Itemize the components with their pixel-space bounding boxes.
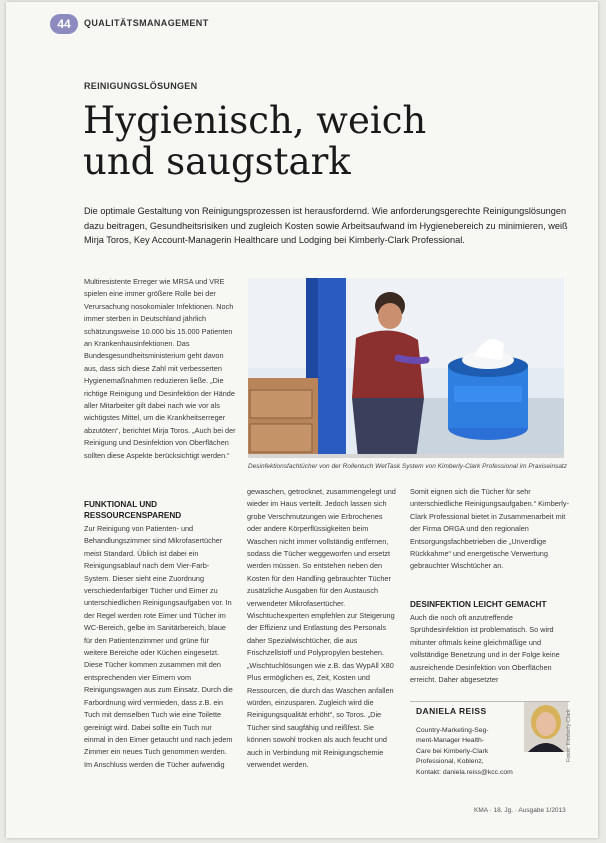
author-bio-line: Country-Marketing-Seg- <box>416 727 489 734</box>
subhead-desinfektion-text: DESINFEKTION LEICHT GEMACHT <box>410 600 547 609</box>
subhead-desinfektion <box>410 599 572 612</box>
article-photo <box>248 278 564 458</box>
subhead-line-1: FUNKTIONAL UND <box>84 500 158 509</box>
section-title: QUALITÄTSMANAGEMENT <box>84 18 209 28</box>
photo-credit: Fotos: Kimberly-Clark <box>566 709 572 762</box>
headline-line-2: und saugstark <box>83 140 351 183</box>
author-info-box <box>410 701 570 779</box>
body-column-1-intro: Multiresistente Erreger wie MRSA und VRE spielen eine immer größere Rolle bei der Verursachung nosokomialer Infektionen. Noch immer sterben in Deutschland jährlich schätzungsweise 10.000 bis 15.000 Patienten an Krankenhausinfektionen. Das Bundesgesundheitsministerium geht davon aus, dass sich diese Zahl mit verbesserten Hygienemaßnahmen reduzieren ließe. „Die richtige Reinigung und Desinfektion der Hände aller Mitarbeiter gilt dabei nach wie vor als wichtigstes Mittel, um die Krankheitserreger abzutöten“, berichtet Mirja Toros. „Auch bei der Reinigung und Desinfektion von Oberflächen sollten diese Aspekte berücksichtigt werden.“ <box>84 277 236 460</box>
magazine-page <box>6 2 598 838</box>
body-column-1 <box>84 511 234 771</box>
article-headline <box>83 100 503 182</box>
author-bio-line: ment-Manager Health- <box>416 737 484 745</box>
author-portrait <box>524 702 568 752</box>
subhead-line-2: RESSOURCENSPAREND <box>84 511 182 520</box>
author-name: DANIELA REISS <box>416 706 487 716</box>
author-bio <box>416 726 520 778</box>
author-portrait-illustration <box>524 702 568 752</box>
page-footer: KMA · 18. Jg. · Ausgabe 1/2013 <box>474 807 566 814</box>
article-kicker: REINIGUNGSLÖSUNGEN <box>84 81 198 91</box>
article-lead: Die optimale Gestaltung von Reinigungsprozessen ist herausfordernd. Wie anforderungsgerechte Reinigungslösungen dazu beitragen, Gesundheitsrisiken und zugleich Kosten sowie Arbeitsaufwand im Hygienebereich zu minimieren, weiß Mirja Toros, Key Account-Managerin Healthcare und Lodging bei Kimberly-Clark Professional. <box>84 206 568 245</box>
author-bio-line: Professional, Koblenz, <box>416 758 484 766</box>
body-column-3-continued: Auch die noch oft anzutreffende Sprühdesinfektion ist problematisch. So wird mitunter oftmals keine gleichmäßige und vollständige Benetzung und in der Folge keine ausreichende Desinfektion von Oberflächen erreicht. Daher abgesetzter <box>410 613 560 685</box>
photo-caption: Desinfektionsfachtücher von der Rollentuch WetTask System von Kimberly-Clark Professional im Praxiseinsatz <box>248 463 567 470</box>
page-number-badge: 44 <box>50 14 78 34</box>
headline-line-1: Hygienisch, weich <box>83 99 427 142</box>
body-column-2: gewaschen, getrocknet, zusammengelegt und wieder im Haus verteilt. Jedoch lassen sich grobe Verschmutzungen wie Erbrochenes oder andere Körperflüssigkeiten beim Waschen nicht immer vollständig entfernen, sodass die Tücher weggeworfen und ersetzt werden müssen. So entstehen neben den Kosten für den Handling gebrauchter Tücher zusätzliche Ausgaben für den Austausch verwendeter Mikrofasertücher. Wischtuchexperten empfehlen zur Steigerung der Effizienz und Entlastung des Personals daher Spezialwischtücher, die aus Frischzellstoff und Polypropylen bestehen. „Wischtuchlösungen wie z.B. das WypAll X80 Plus ermöglichen es, Zeit, Kosten und Ressourcen, die durch das Waschen anfallen würden, einzusparen. Zugleich wird die Reinigungsqualität erhöht“, so Toros. „Die Tücher sind saugfähig und reißfest. Sie können sowohl trocken als auch feucht und auch in Verbindung mit Reinigungschemie verwendet werden. <box>247 487 396 769</box>
body-column-3: Somit eignen sich die Tücher für sehr unterschiedliche Reinigungsaufgaben.“ Kimberly-Clark Professional bietet in Zusammenarbeit mit der Firma ORGA und den regionalen Entsorgungsfachbetrieben die „Unverdlige Rückkahme“ und energetische Verwertung gebrauchter Wischtücher an. <box>410 487 569 571</box>
body-column-1-text: Zur Reinigung von Patienten- und Behandlungszimmer sind Mikrofasertücher meist Standard. Üblich ist dabei ein Reinigungsablauf nach dem Vier-Farb-System. Dieser sieht eine Zuordnung verschiedenfarbiger Tücher und Eimer zu unterschiedlichen Reinigungsaufgaben vor. In der Regel werden rote Eimer und Tücher im WC-Bereich, gelbe im Sanitärbereich, blaue für den Patientenzimmer und grüne für weitere Bereiche oder Küchen eingesetzt. Diese Tücher kommen zusammen mit den entsprechenden vier Eimern vom Reinigungswagen aus zum Einsatz. Durch die Farbordnung wird vermieden, dass z.B. ein Tuch mit demselben Tuch wie eine Toilette gereinigt wird. Dabei sollte ein Tuch nur einmal in den Eimer getaucht und nach jedem Zimmer ein neues Tuch genommen werden. Im Anschluss werden die Tücher aufwendig <box>84 524 233 769</box>
author-bio-line: Care bei Kimberly-Clark <box>416 747 489 755</box>
cleaning-photo-illustration <box>248 278 564 458</box>
author-contact: Kontakt: daniela.reiss@kcc.com <box>416 768 513 776</box>
